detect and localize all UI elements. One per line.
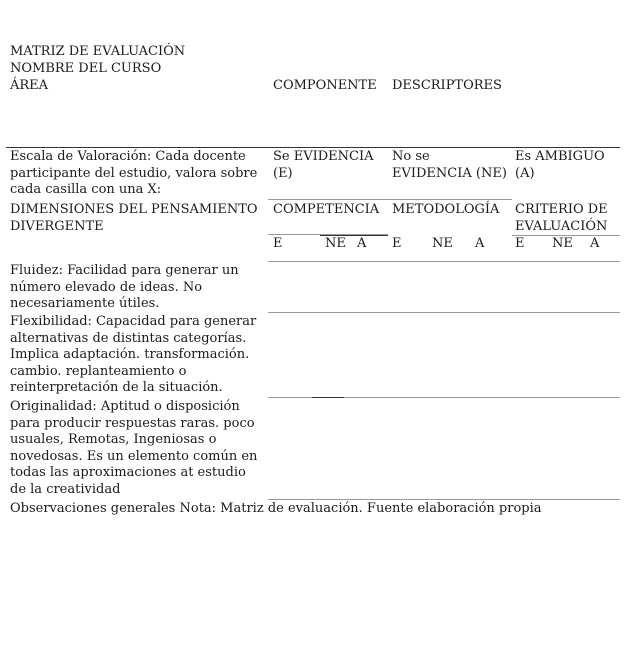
scale-no-evidencia: No se EVIDENCIA (NE) (392, 149, 507, 181)
footer-note: Observaciones generales Nota: Matriz de evaluación. Fuente elaboración propia (10, 501, 542, 516)
sub-ne-criterio: NE (552, 236, 573, 251)
scale-intro: Escala de Valoración: Cada docente participante del estudio, valora sobre cada casilla con una X: (10, 149, 258, 197)
row-rule-1 (268, 312, 620, 313)
scale-evidencia: Se EVIDENCIA (E) (273, 149, 374, 181)
course-name-label: NOMBRE DEL CURSO (10, 61, 162, 76)
row-rule-3 (268, 499, 620, 500)
sub-e-criterio: E (515, 236, 525, 251)
col-criterio: CRITERIO DE EVALUACIÓN (515, 202, 608, 234)
dimension-flexibilidad: Flexibilidad: Capacidad para generar alternativas de distintas categorías. Implica adaptación. transformación. cambio. replanteamiento o reinterpretación de la situación. (10, 314, 257, 395)
sub-e-competencia: E (273, 236, 283, 251)
dimension-originalidad: Originalidad: Aptitud o disposición para producir respuestas raras. poco usuales, Remotas, Ingeniosas o novedosas. Es un elemento común en todas las aproximaciones at estudio de la creatividad (10, 399, 258, 497)
sub-a-criterio: A (590, 236, 600, 251)
dimensions-heading: DIMENSIONES DEL PENSAMIENTO DIVERGENTE (10, 202, 258, 234)
row-mark (312, 397, 344, 398)
col-competencia: COMPETENCIA (273, 202, 380, 217)
dimension-fluidez: Fluidez: Facilidad para generar un número elevado de ideas. No necesariamente útiles. (10, 263, 239, 311)
descriptores-header: DESCRIPTORES (392, 78, 502, 93)
sub-e-metodologia: E (392, 236, 402, 251)
doc-title: MATRIZ DE EVALUACIÓN (10, 44, 186, 59)
sub-a-metodologia: A (475, 236, 485, 251)
area-label: ÁREA (10, 78, 49, 93)
componente-header: COMPONENTE (273, 78, 377, 93)
col-metodologia: METODOLOGÍA (392, 202, 500, 217)
header-rule (6, 147, 620, 148)
sub-ne-metodologia: NE (432, 236, 453, 251)
sub-ne-competencia: NE (325, 236, 346, 251)
scale-ambiguo: Es AMBIGUO (A) (515, 149, 605, 181)
sub-a-competencia: A (357, 236, 367, 251)
scale-rule (268, 199, 512, 200)
subheader-rule (268, 261, 620, 262)
